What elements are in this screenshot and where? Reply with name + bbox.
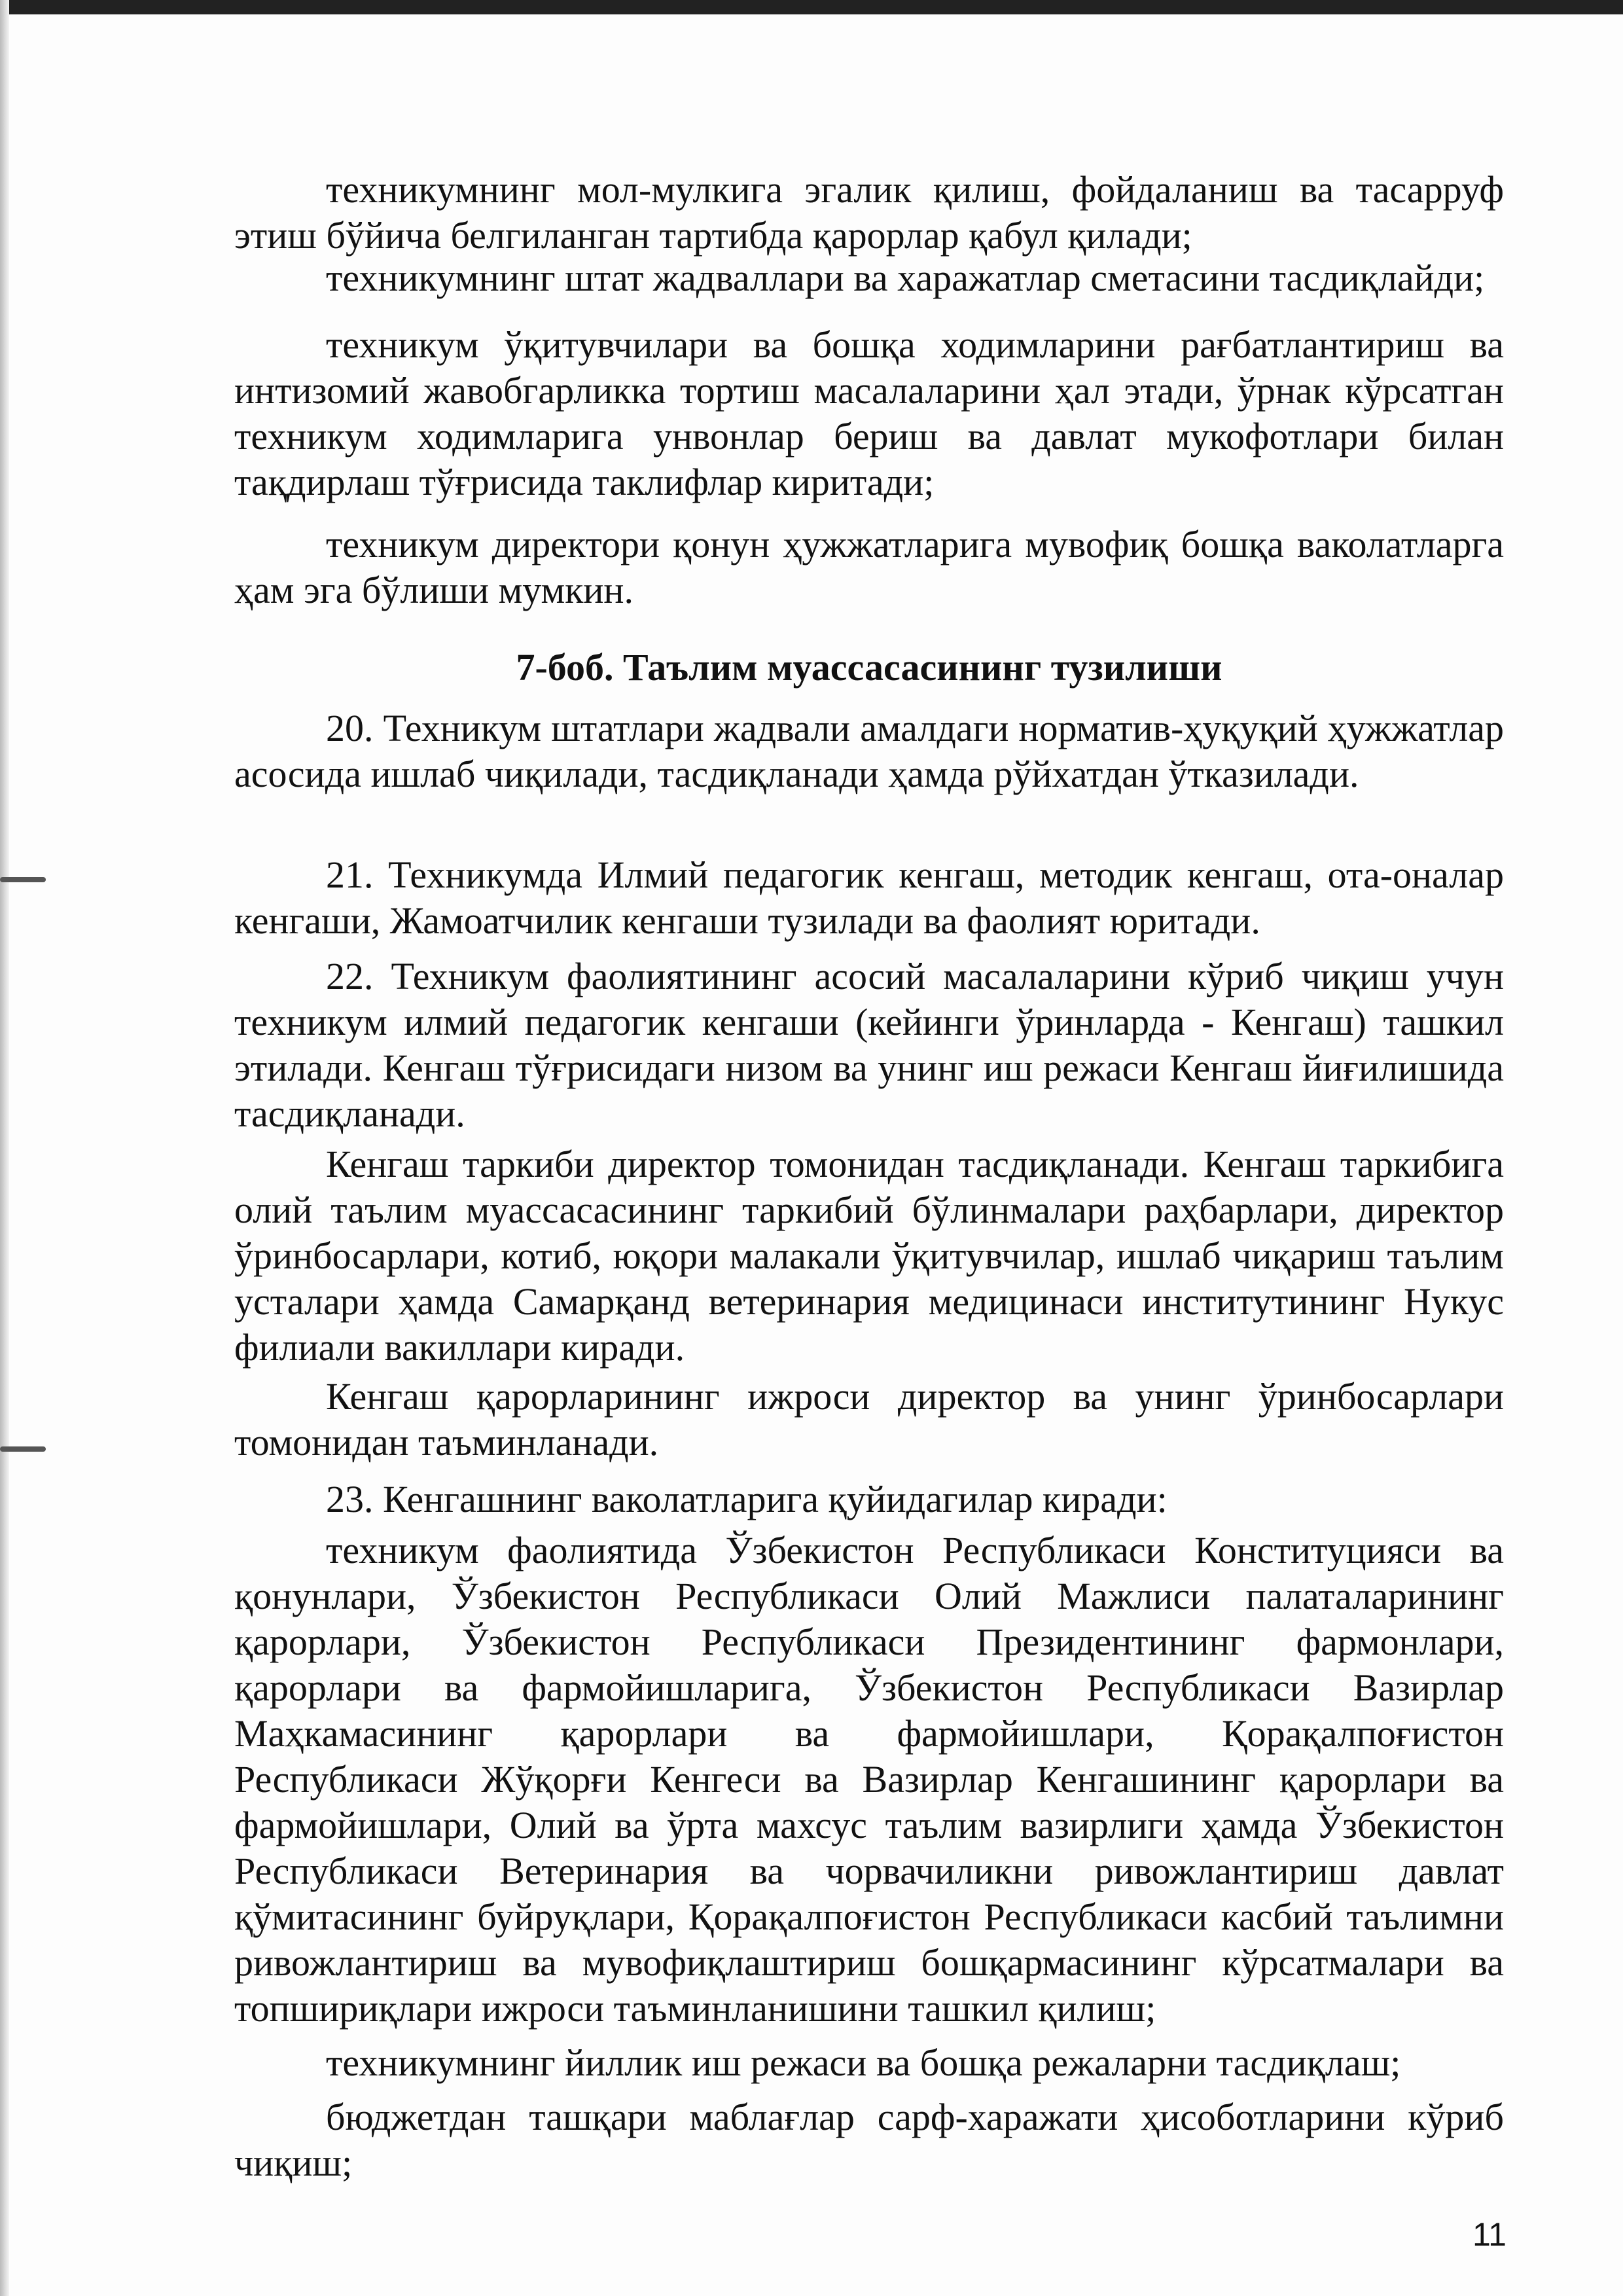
paragraph: 21. Техникумда Илмий педагогик кенгаш, методик кенгаш, ота-оналар кенгаши, Жамоатчилик кенгаши тузилади ва фаолият юритади. (234, 853, 1504, 942)
paragraph: 23. Кенгашнинг ваколатларига қуйидагилар киради: (326, 1478, 1168, 1520)
binding-staple (0, 877, 46, 882)
paragraph: Кенгаш қарорларининг ижроси директор ва унинг ўринбосарлари томонидан таъминланади. (234, 1375, 1504, 1463)
paragraph: 20. Техникум штатлари жадвали амалдаги норматив-ҳуқуқий ҳужжатлар асосида ишлаб чиқилади, тасдиқланади ҳамда рўйхатдан ўтказилади. (234, 707, 1504, 795)
paragraph: техникум ўқитувчилари ва бошқа ходимларини рағбатлантириш ва интизомий жавобгарликка тортиш масалаларини ҳал этади, ўрнак кўрсатган техникум ходимларига унвонлар бериш ва давлат мукофотлари билан тақдирлаш тўғрисида таклифлар киритади; (234, 323, 1504, 503)
paragraph: 22. Техникум фаолиятининг асосий масалаларини кўриб чиқиш учун техникум илмий педагогик кенгаши (кейинги ўринларда - Кенгаш) ташкил этилади. Кенгаш тўғрисидаги низом ва унинг иш режаси Кенгаш йиғилишида тасдиқланади. (234, 955, 1504, 1135)
paragraph: техникумнинг штат жадваллари ва харажатлар сметасини тасдиқлайди; (326, 257, 1485, 299)
chapter-heading: 7-боб. Таълим муассасасининг тузилиши (516, 646, 1222, 689)
page-number: 11 (1472, 2216, 1507, 2253)
paragraph: бюджетдан ташқари маблағлар сарф-харажати ҳисоботларини кўриб чиқиш; (234, 2096, 1504, 2184)
scan-top-edge (0, 0, 1623, 14)
paragraph: техникумнинг йиллик иш режаси ва бошқа режаларни тасдиқлаш; (326, 2041, 1401, 2084)
paragraph: техникум фаолиятида Ўзбекистон Республикаси Конституцияси ва қонунлари, Ўзбекистон Республикаси Олий Мажлиси палаталарининг қарорлари, Ўзбекистон Республикаси Президентининг фармонлари, қарорлари ва фармойишларига, Ўзбекистон Республикаси Вазирлар Маҳкамасининг қарорлари ва фармойишлари, Қорақалпоғистон Республикаси Жўқорғи Кенгеси ва Вазирлар Кенгашининг қарорлари ва фармойишлари, Олий ва ўрта махсус таълим вазирлиги ҳамда Ўзбекистон Республикаси Ветеринария ва чорвачиликни ривожлантириш давлат қўмитасининг буйруқлари, Қорақалпоғистон Республикаси касбий таълимни ривожлантириш ва мувофиқлаштириш бошқармасининг кўрсатмалари ва топшириқлари ижроси таъминланишини ташкил қилиш; (234, 1529, 1504, 2030)
paragraph: Кенгаш таркиби директор томонидан тасдиқланади. Кенгаш таркибига олий таълим муассасасининг таркибий бўлинмалари раҳбарлари, директор ўринбосарлари, котиб, юқори малакали ўқитувчилар, ишлаб чиқариш таълим усталари ҳамда Самарқанд ветеринария медицинаси институтининг Нукус филиали вакиллари киради. (234, 1143, 1504, 1369)
scan-left-edge (0, 0, 9, 2296)
binding-staple (0, 1446, 46, 1452)
paragraph: техникум директори қонун ҳужжатларига мувофиқ бошқа ваколатларга ҳам эга бўлиши мумкин. (234, 523, 1504, 611)
paragraph: техникумнинг мол-мулкига эгалик қилиш, фойдаланиш ва тасарруф этиш бўйича белгиланган тартибда қарорлар қабул қилади; (234, 168, 1504, 257)
